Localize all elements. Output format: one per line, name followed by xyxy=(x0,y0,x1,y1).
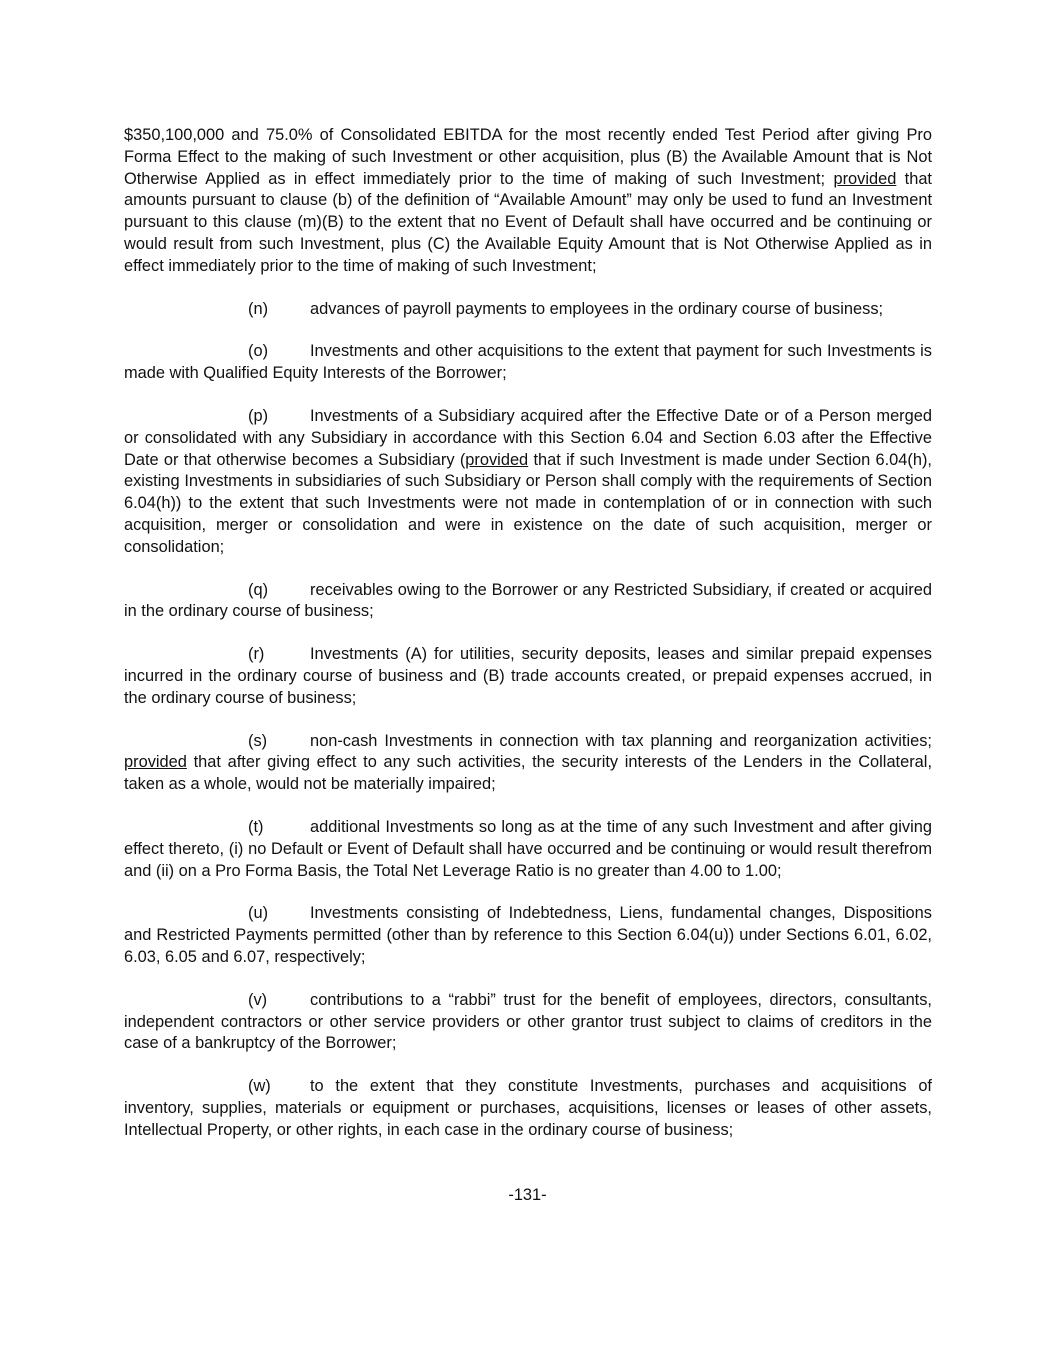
clause-label: (u) xyxy=(248,904,269,923)
clause-text-b: that after giving effect to any such activities, the security interests of the Lenders in the Collateral, taken as a whole, would not be materially impaired; xyxy=(124,753,932,794)
clause-text: Investments consisting of Indebtedness, Liens, fundamental changes, Dispositions and Restricted Payments permitted (other than by reference to this Section 6.04(u)) under Sections 6.01, 6.02, 6.03, 6.05 and 6.07, respectively; xyxy=(124,904,932,966)
clause-text-a: Investments of a Subsidiary acquired after the Effective Date or of a Person merged or consolidated with any Subsidiary in accordance with this Section 6.04 and Section 6.03 after the Effective Date or that otherwise becomes a Subsidiary ( xyxy=(124,406,932,469)
clause-label: (q) xyxy=(248,580,269,599)
clause-text: advances of payroll payments to employees in the ordinary course of business; xyxy=(310,299,884,318)
intro-paragraph xyxy=(124,125,932,278)
document-page xyxy=(124,125,932,1162)
clause-text: receivables owing to the Borrower or any Restricted Subsidiary, if created or acquired in the ordinary course of business; xyxy=(124,580,932,621)
clause-label: (n) xyxy=(248,299,269,318)
provided-underlined: provided xyxy=(465,450,529,469)
clause-label: (w) xyxy=(248,1077,271,1096)
clause-text: Investments (A) for utilities, security deposits, leases and similar prepaid expenses incurred in the ordinary course of business and (B) trade accounts created, or prepaid expenses accrued, in the ordinary course of business; xyxy=(124,645,932,707)
clause-p xyxy=(124,406,932,559)
page-number: -131- xyxy=(508,1186,547,1204)
clause-label: (o) xyxy=(248,342,269,361)
provided-underlined: provided xyxy=(124,753,187,772)
intro-text-part2: that amounts pursuant to clause (b) of the definition of “Available Amount” may only be used to fund an Investment pursuant to this clause (m)(B) to the extent that no Event of Default shall have occurred and be continuing or would result from such Investment, plus (C) the Available Equity Amount that is Not Otherwise Applied as in effect immediately prior to the time of making of such Investment; xyxy=(124,169,932,275)
clause-u xyxy=(124,903,932,968)
clause-label: (s) xyxy=(248,731,268,750)
clause-text-a: non-cash Investments in connection with tax planning and reorganization activities; xyxy=(310,731,932,750)
clause-r xyxy=(124,644,932,709)
clause-text-b: that if such Investment is made under Section 6.04(h), existing Investments in subsidiaries of such Subsidiary or Person shall comply with the requirements of Section 6.04(h)) to the extent that such Investments were not made in contemplation of or in connection with such acquisition, merger or consolidation and were in existence on the date of such acquisition, merger or consolidation; xyxy=(124,450,932,556)
clause-n xyxy=(124,299,932,321)
clause-v xyxy=(124,990,932,1055)
clause-label: (t) xyxy=(248,817,264,836)
clause-label: (v) xyxy=(248,990,268,1009)
clause-label: (r) xyxy=(248,645,265,664)
provided-underlined: provided xyxy=(833,169,897,188)
clause-t xyxy=(124,817,932,882)
clause-label: (p) xyxy=(248,406,269,425)
clause-text: Investments and other acquisitions to the extent that payment for such Investments is made with Qualified Equity Interests of the Borrower; xyxy=(124,342,932,383)
clause-text: to the extent that they constitute Investments, purchases and acquisitions of inventory, supplies, materials or equipment or purchases, acquisitions, licenses or leases of other assets, Intellectual Property, or other rights, in each case in the ordinary course of business; xyxy=(124,1077,932,1139)
clause-q xyxy=(124,580,932,624)
clause-w xyxy=(124,1076,932,1141)
clause-s xyxy=(124,731,932,796)
intro-text-part1: $350,100,000 and 75.0% of Consolidated EBITDA for the most recently ended Test Period after giving Pro Forma Effect to the making of such Investment or other acquisition, plus (B) the Available Amount that is Not Otherwise Applied as in effect immediately prior to the time of making of such Investment; xyxy=(124,126,932,188)
clause-text: contributions to a “rabbi” trust for the benefit of employees, directors, consultants, independent contractors or other service providers or other grantor trust subject to claims of creditors in the case of a bankruptcy of the Borrower; xyxy=(124,990,932,1053)
clause-o xyxy=(124,341,932,385)
clause-text: additional Investments so long as at the time of any such Investment and after giving effect thereto, (i) no Default or Event of Default shall have occurred and be continuing or would result therefrom and (ii) on a Pro Forma Basis, the Total Net Leverage Ratio is no greater than 4.00 to 1.00; xyxy=(124,817,932,880)
